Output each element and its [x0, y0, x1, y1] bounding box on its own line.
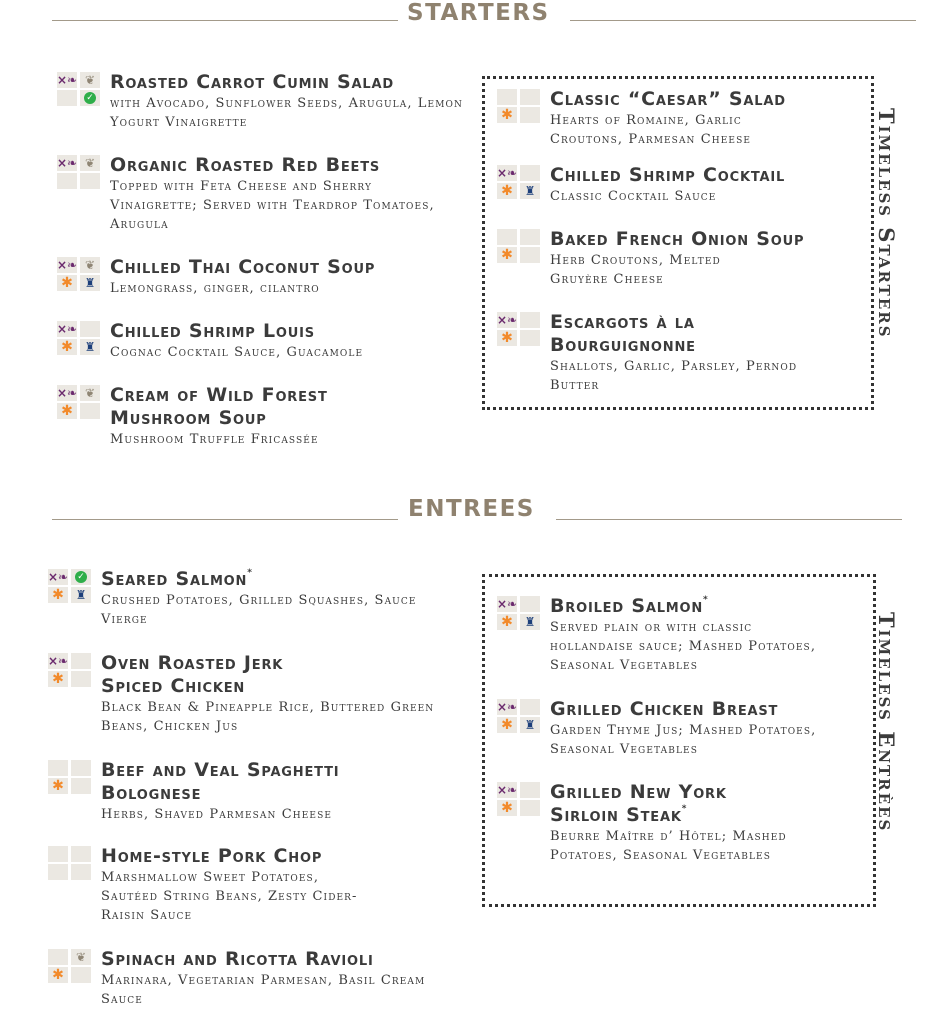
icon-cell	[520, 165, 540, 181]
timeless-starters-label: Timeless Starters	[874, 108, 899, 339]
wine-pairing-icon: ×❧	[496, 700, 518, 714]
signature-star-icon: ✱	[52, 587, 64, 603]
item-description: Black Bean & Pineapple Rice, Buttered Green Beans, Chicken Jus	[101, 700, 435, 734]
icon-cell	[80, 321, 100, 337]
item-description: Hearts of Romaine, Garlic Croutons, Parmesan Cheese	[550, 113, 752, 147]
icon-cell	[57, 155, 77, 171]
item-name: Organic Roasted Red Beets	[110, 154, 381, 176]
wine-pairing-icon: ×❧	[56, 73, 78, 87]
icon-cell	[497, 782, 517, 798]
wine-pairing-icon: ×❧	[47, 654, 69, 668]
item-description: Garden Thyme Jus; Mashed Potatoes, Seasonal Vegetables	[550, 723, 817, 757]
item-description: Served plain or with classic hollandaise sauce; Mashed Potatoes, Seasonal Vegetables	[550, 620, 817, 673]
icon-cell	[80, 155, 100, 171]
icon-cell	[497, 800, 517, 816]
vegetarian-leaf-icon: ❦	[75, 950, 87, 964]
starters-heading	[0, 0, 937, 30]
icon-cell	[520, 312, 540, 328]
icon-cell	[80, 339, 100, 355]
icon-cell	[57, 339, 77, 355]
timeless-entrees-label: Timeless Entrèes	[874, 612, 899, 833]
icon-cell	[48, 671, 68, 687]
item-name	[101, 568, 253, 591]
menu-item	[497, 781, 857, 885]
menu-item	[57, 384, 467, 454]
wine-pairing-icon: ×❧	[496, 166, 518, 180]
item-name: Chilled Shrimp Cocktail	[550, 164, 786, 186]
icon-cell	[48, 967, 68, 983]
item-name: Chilled Thai Coconut Soup	[110, 256, 376, 278]
menu-item	[57, 154, 467, 234]
wine-pairing-icon: ×❧	[496, 783, 518, 797]
icon-cell	[57, 173, 77, 189]
item-description: Topped with Feta Cheese and Sherry Vinaigrette; Served with Teardrop Tomatoes, Arugula	[110, 179, 435, 232]
diet-icons	[497, 312, 541, 346]
item-name-text: Grilled New York Sirloin Steak	[550, 781, 727, 826]
menu-item	[57, 71, 467, 141]
vegetarian-leaf-icon: ❦	[84, 73, 96, 87]
icon-cell	[57, 385, 77, 401]
heading-rule-right	[570, 20, 916, 21]
menu-item	[497, 311, 857, 397]
icon-cell	[48, 569, 68, 585]
icon-cell	[71, 671, 91, 687]
menu-item	[48, 568, 458, 632]
signature-star-icon: ✱	[52, 778, 64, 794]
item-name-text: Broiled Salmon	[550, 595, 704, 617]
diet-icons	[57, 321, 101, 355]
icon-cell	[71, 967, 91, 983]
wine-pairing-icon: ×❧	[56, 156, 78, 170]
dairy-cow-icon: ♜	[524, 615, 536, 629]
icon-cell	[80, 90, 100, 106]
icon-cell	[48, 846, 68, 862]
icon-cell	[520, 183, 540, 199]
icon-cell	[520, 699, 540, 715]
wine-pairing-icon: ×❧	[56, 258, 78, 272]
icon-cell	[57, 275, 77, 291]
item-description: Cognac Cocktail Sauce, Guacamole	[110, 345, 364, 360]
item-description: Herbs, Shaved Parmesan Cheese	[101, 807, 333, 822]
item-description: Marshmallow Sweet Potatoes, Sautéed String Beans, Zesty Cider-Raisin Sauce	[101, 870, 358, 923]
icon-cell	[71, 846, 91, 862]
icon-cell	[497, 107, 517, 123]
vegetarian-leaf-icon: ❦	[84, 258, 96, 272]
menu-item	[48, 759, 458, 827]
icon-cell	[80, 385, 100, 401]
icon-cell	[497, 229, 517, 245]
item-description: Beurre Maître d’ Hôtel; Mashed Potatoes, Seasonal Vegetables	[550, 829, 787, 863]
icon-cell	[71, 778, 91, 794]
icon-cell	[71, 864, 91, 880]
signature-star-icon: ✱	[501, 717, 513, 733]
menu-item	[497, 698, 857, 762]
icon-cell	[497, 330, 517, 346]
icon-cell	[71, 949, 91, 965]
vegetarian-leaf-icon: ❦	[84, 156, 96, 170]
dairy-cow-icon: ♜	[524, 718, 536, 732]
icon-cell	[497, 183, 517, 199]
icon-cell	[80, 72, 100, 88]
diet-icons	[497, 782, 541, 816]
diet-icons	[497, 596, 541, 630]
item-name: Spinach and Ricotta Ravioli	[101, 948, 374, 970]
icon-cell	[80, 257, 100, 273]
icon-cell	[520, 717, 540, 733]
item-name: Baked French Onion Soup	[550, 228, 805, 250]
wine-pairing-icon: ×❧	[47, 570, 69, 584]
icon-cell	[80, 403, 100, 419]
diet-icons	[48, 949, 92, 983]
item-name	[550, 781, 780, 827]
menu-item	[48, 845, 458, 931]
item-name: Cream of Wild Forest Mushroom Soup	[110, 384, 328, 429]
diet-icons	[57, 385, 101, 419]
icon-cell	[71, 653, 91, 669]
icon-cell	[520, 782, 540, 798]
signature-star-icon: ✱	[52, 671, 64, 687]
menu-item	[48, 652, 458, 738]
item-description: Lemongrass, ginger, cilantro	[110, 281, 320, 296]
icon-cell	[48, 778, 68, 794]
icon-cell	[48, 760, 68, 776]
raw-warning-mark: *	[247, 568, 253, 578]
diet-icons	[497, 89, 541, 123]
icon-cell	[48, 949, 68, 965]
wine-pairing-icon: ×❧	[496, 313, 518, 327]
wine-pairing-icon: ×❧	[56, 386, 78, 400]
diet-icons	[497, 229, 541, 263]
item-description: Herb Croutons, Melted Gruyère Cheese	[550, 253, 721, 287]
icon-cell	[497, 89, 517, 105]
diet-icons	[497, 165, 541, 199]
icon-cell	[57, 72, 77, 88]
item-description: Crushed Potatoes, Grilled Squashes, Sauce Vierge	[101, 593, 417, 627]
item-name: Chilled Shrimp Louis	[110, 320, 315, 342]
signature-star-icon: ✱	[501, 247, 513, 263]
item-name-text: Seared Salmon	[101, 568, 248, 590]
diet-icons	[48, 569, 92, 603]
icon-cell	[57, 90, 77, 106]
signature-star-icon: ✱	[501, 107, 513, 123]
icon-cell	[520, 229, 540, 245]
icon-cell	[497, 596, 517, 612]
icon-cell	[71, 587, 91, 603]
item-description: Mushroom Truffle Fricassée	[110, 432, 319, 447]
diet-icons	[497, 699, 541, 733]
entrees-heading	[0, 496, 937, 526]
menu-item	[48, 948, 458, 1014]
icon-cell	[497, 699, 517, 715]
diet-icons	[57, 72, 101, 106]
menu-item	[497, 88, 857, 152]
icon-cell	[57, 403, 77, 419]
wine-pairing-icon: ×❧	[56, 322, 78, 336]
icon-cell	[497, 247, 517, 263]
signature-star-icon: ✱	[61, 339, 73, 355]
icon-cell	[520, 614, 540, 630]
heading-rule-left	[52, 20, 398, 21]
diet-icons	[48, 760, 92, 794]
heading-rule-left	[52, 519, 398, 520]
vegetarian-leaf-icon: ❦	[84, 386, 96, 400]
raw-warning-mark: *	[703, 595, 709, 605]
icon-cell	[520, 800, 540, 816]
icon-cell	[57, 257, 77, 273]
item-name: Escargots à la Bourguignonne	[550, 311, 696, 356]
wine-pairing-icon: ×❧	[496, 597, 518, 611]
item-name: Home-style Pork Chop	[101, 845, 323, 867]
icon-cell	[497, 165, 517, 181]
healthy-check-icon: ✓	[84, 92, 96, 104]
icon-cell	[80, 173, 100, 189]
signature-star-icon: ✱	[52, 967, 64, 983]
signature-star-icon: ✱	[501, 800, 513, 816]
icon-cell	[497, 614, 517, 630]
icon-cell	[71, 760, 91, 776]
dairy-cow-icon: ♜	[84, 340, 96, 354]
heading-rule-right	[556, 519, 902, 520]
diet-icons	[48, 653, 92, 687]
dairy-cow-icon: ♜	[75, 588, 87, 602]
item-name: Oven Roasted Jerk Spiced Chicken	[101, 652, 284, 697]
item-description: with Avocado, Sunflower Seeds, Arugula, Lemon Yogurt Vinaigrette	[110, 96, 463, 130]
raw-warning-mark: *	[681, 804, 688, 814]
diet-icons	[48, 846, 92, 880]
menu-item	[497, 228, 857, 292]
menu-item	[57, 256, 467, 306]
signature-star-icon: ✱	[61, 275, 73, 291]
item-description: Classic Cocktail Sauce	[550, 189, 717, 204]
dairy-cow-icon: ♜	[524, 184, 536, 198]
icon-cell	[48, 587, 68, 603]
item-name	[550, 595, 709, 618]
dairy-cow-icon: ♜	[84, 276, 96, 290]
item-name: Classic “Caesar” Salad	[550, 88, 786, 110]
diet-icons	[57, 257, 101, 291]
menu-item	[497, 164, 857, 210]
item-name: Roasted Carrot Cumin Salad	[110, 71, 394, 93]
icon-cell	[520, 247, 540, 263]
icon-cell	[520, 107, 540, 123]
signature-star-icon: ✱	[61, 403, 73, 419]
icon-cell	[48, 653, 68, 669]
icon-cell	[57, 321, 77, 337]
icon-cell	[497, 312, 517, 328]
menu-item	[497, 595, 857, 679]
healthy-check-icon: ✓	[75, 571, 87, 583]
item-description: Marinara, Vegetarian Parmesan, Basil Cream Sauce	[101, 973, 426, 1007]
menu-item	[57, 320, 467, 370]
icon-cell	[520, 330, 540, 346]
icon-cell	[520, 89, 540, 105]
starters-title: STARTERS	[407, 0, 550, 26]
icon-cell	[48, 864, 68, 880]
icon-cell	[520, 596, 540, 612]
item-name: Grilled Chicken Breast	[550, 698, 779, 720]
item-name: Beef and Veal Spaghetti Bolognese	[101, 759, 340, 804]
item-description: Shallots, Garlic, Parsley, Pernod Butter	[550, 359, 798, 393]
entrees-title: ENTREES	[408, 496, 535, 522]
icon-cell	[80, 275, 100, 291]
signature-star-icon: ✱	[501, 330, 513, 346]
signature-star-icon: ✱	[501, 183, 513, 199]
icon-cell	[497, 717, 517, 733]
icon-cell	[71, 569, 91, 585]
diet-icons	[57, 155, 101, 189]
signature-star-icon: ✱	[501, 614, 513, 630]
